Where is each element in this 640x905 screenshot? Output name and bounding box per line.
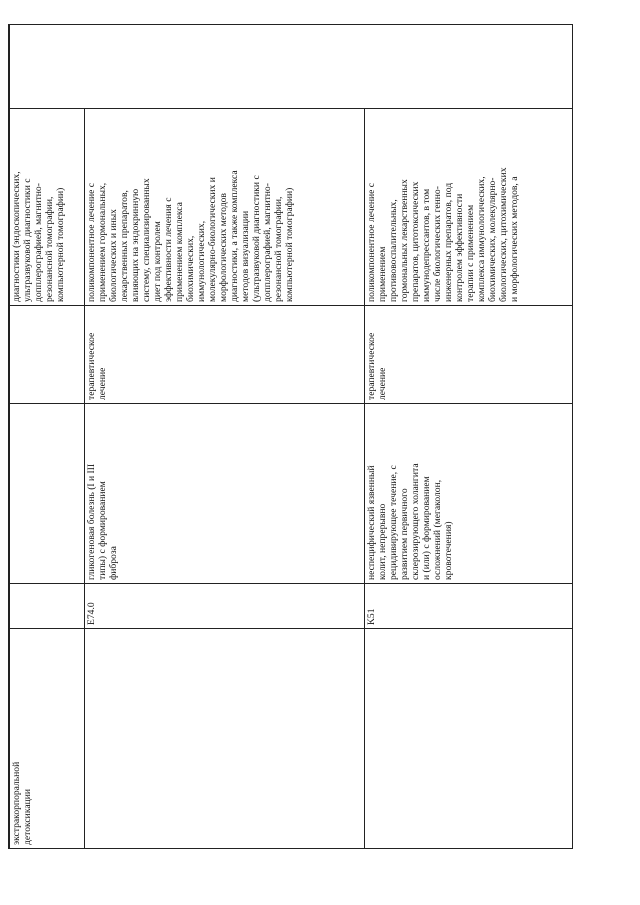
treatment-type: терапевтическое лечение <box>366 332 388 400</box>
treatment-type: терапевтическое лечение <box>86 332 108 400</box>
cell-k51-treatment <box>364 305 572 403</box>
cell-e74-disease <box>84 403 364 583</box>
cell-text: диагностики (эндоскопических, ультразвуковой диагностики с допплерографией, магнитно- резонансной томографии, компьютерной томографии) <box>11 171 66 302</box>
cell-k51-disease <box>364 403 572 583</box>
medical-care-table <box>8 24 573 849</box>
icd-code: K51 <box>366 608 377 625</box>
cell-k51-code <box>364 583 572 628</box>
cell-prev-col2 <box>9 628 84 848</box>
method-text: поликомпонентное лечение с применением противовоспалительных, гормональных лекарственных препаратов, цитотоксических иммунодепрессантов, в том числе биологических генно- инженерных препаратов, под контролем эффективности терапии с применением комплекса иммунологических, биохимических, молекулярно- биологических, цитохимических и морфологических методов, а <box>366 167 520 302</box>
method-text: поликомпонентное лечение с применением гормональных, биологических и иных лекарственных препаратов, влияющих на эндокринную систему, специализированных диет под контролем эффективности лечения с применением комплекса биохимических, иммунологических, молекулярно-биологических и морфологических методов диагностики, а также комплекса методов визуализации (ультразвуковой диагностики с допплерографией, магнитно- резонансной томографии, компьютерной томографии) <box>86 170 295 302</box>
cell-k51-method <box>364 108 572 305</box>
cell-prev-col6 <box>9 108 84 305</box>
cell-text: экстракорпоральной детоксикации <box>11 761 33 845</box>
disease-text: гликогеновая болезнь (I и III типы) с формированием фиброза <box>86 463 119 580</box>
cell-e74-code <box>84 583 364 628</box>
cell-e74-method <box>84 108 364 305</box>
icd-code: E74.0 <box>86 602 97 625</box>
disease-text: неспецифический язвенный колит, непрерывно рецидивирующее течение, с развитием первичного склерозирующего холангита и (или) с формированием осложнений (мегаколон, кровотечения) <box>366 463 454 580</box>
col-divider <box>9 628 572 629</box>
cell-e74-treatment <box>84 305 364 403</box>
